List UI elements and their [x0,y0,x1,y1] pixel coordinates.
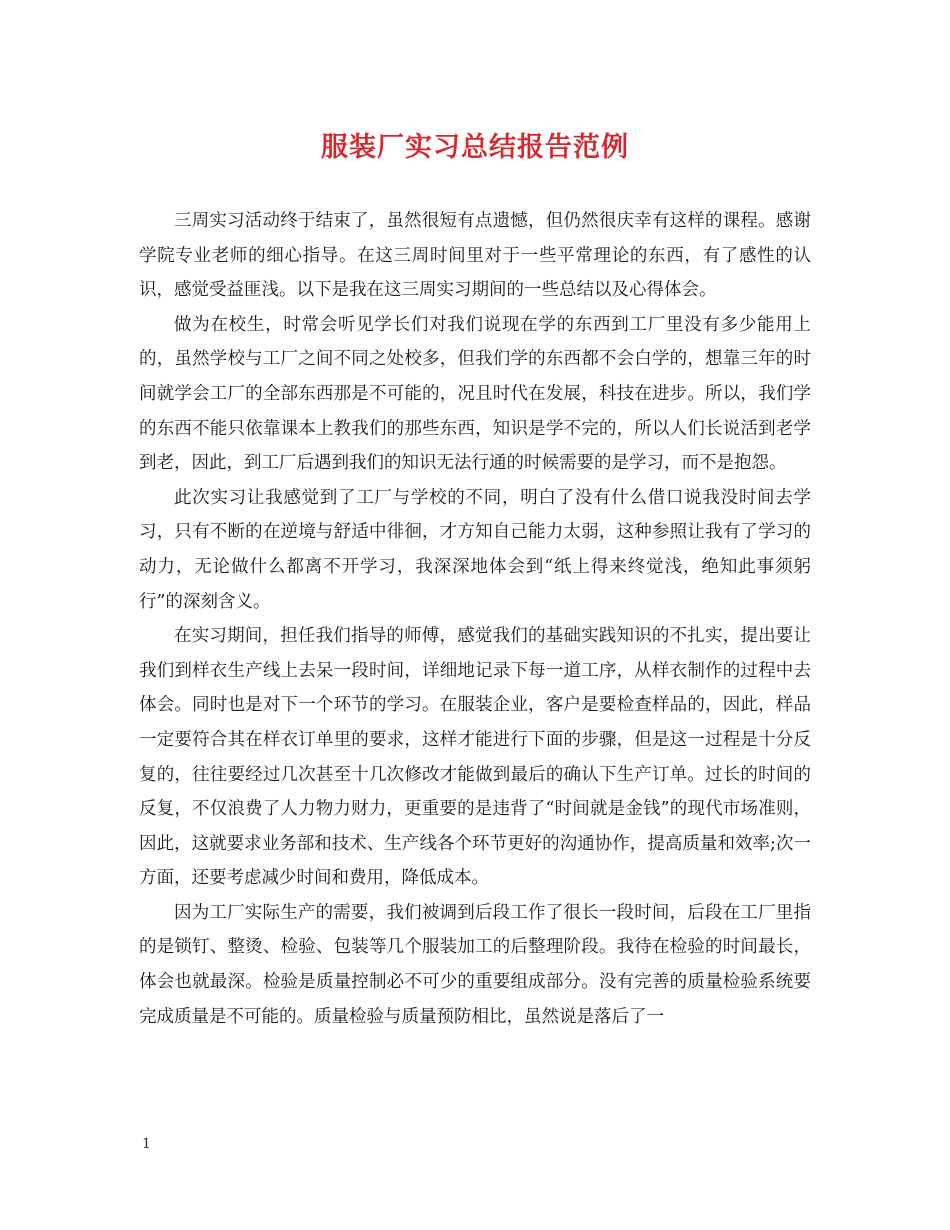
paragraph-3: 此次实习让我感觉到了工厂与学校的不同，明白了没有什么借口说我没时间去学习，只有不断的在逆境与舒适中徘徊，才方知自己能力太弱，这种参照让我有了学习的动力，无论做什么都离不开学习，我深深地体会到“纸上得来终觉浅，绝知此事须躬行”的深刻含义。 [139,487,811,612]
paragraph-4: 在实习期间，担任我们指导的师傅，感觉我们的基础实践知识的不扎实，提出要让我们到样衣生产线上去呆一段时间，详细地记录下每一道工序，从样衣制作的过程中去体会。同时也是对下一个环节的学习。在服装企业，客户是要检查样品的，因此，样品一定要符合其在样衣订单里的要求，这样才能进行下面的步骤，但是这一过程是十分反复的，往往要经过几次甚至十几次修改才能做到最后的确认下生产订单。过长的时间的反复，不仅浪费了人力物力财力，更重要的是违背了“时间就是金钱”的现代市场准则，因此，这就要求业务部和技术、生产线各个环节更好的沟通协作，提高质量和效率;次一方面，还要考虑减少时间和费用，降低成本。 [139,626,811,889]
document-title: 服装厂实习总结报告范例 [321,132,629,163]
paragraph-1: 三周实习活动终于结束了，虽然很短有点遗憾，但仍然很庆幸有这样的课程。感谢学院专业老师的细心指导。在这三周时间里对于一些平常理论的东西，有了感性的认识，感觉受益匪浅。以下是我在这三周实习期间的一些总结以及心得体会。 [139,211,811,301]
document-body [139,204,811,1034]
page-number: 1 [142,1136,151,1152]
paragraph-2: 做为在校生，时常会听见学长们对我们说现在学的东西到工厂里没有多少能用上的，虽然学校与工厂之间不同之处校多，但我们学的东西都不会白学的，想靠三年的时间就学会工厂的全部东西那是不可能的，况且时代在发展，科技在进步。所以，我们学的东西不能只依靠课本上教我们的那些东西，知识是学不完的，所以人们长说活到老学到老，因此，到工厂后遇到我们的知识无法行通的时候需要的是学习，而不是抱怨。 [139,314,811,474]
paragraph-5: 因为工厂实际生产的需要，我们被调到后段工作了很长一段时间，后段在工厂里指的是锁钉、整烫、检验、包装等几个服装加工的后整理阶段。我待在检验的时间最长，体会也就最深。检验是质量控制必不可少的重要组成部分。没有完善的质量检验系统要完成质量是不可能的。质量检验与质量预防相比，虽然说是落后了一 [139,902,811,1027]
